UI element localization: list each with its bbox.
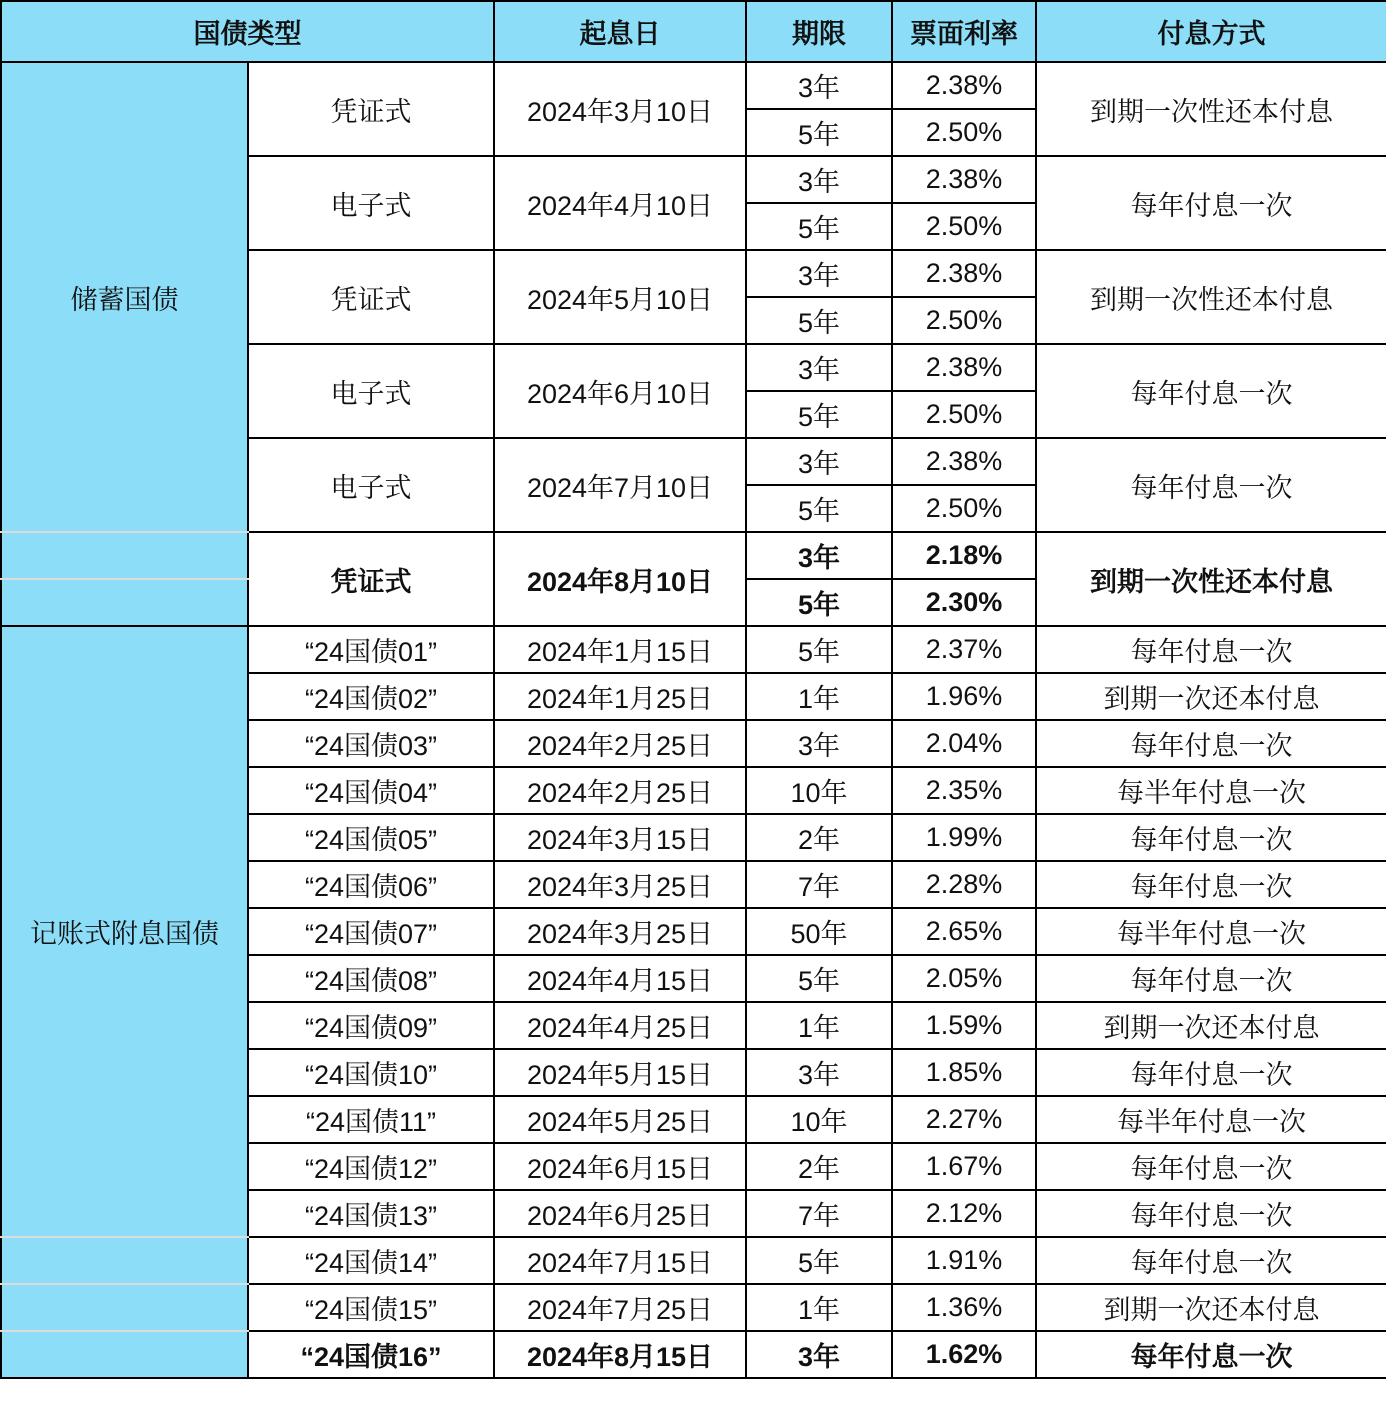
term: 3年 (746, 62, 892, 109)
category-cell (1, 1331, 248, 1378)
category-cell (1, 579, 248, 626)
term: 3年 (746, 1049, 892, 1096)
category-savings-bonds: 储蓄国债 (1, 62, 248, 532)
payment-method: 到期一次性还本付息 (1036, 532, 1386, 626)
coupon-rate: 2.50% (892, 485, 1036, 532)
coupon-rate: 1.67% (892, 1143, 1036, 1190)
bond-name: “24国债12” (248, 1143, 494, 1190)
payment-method: 每年付息一次 (1036, 861, 1386, 908)
bond-name: “24国债14” (248, 1237, 494, 1284)
payment-method: 每年付息一次 (1036, 720, 1386, 767)
term: 10年 (746, 767, 892, 814)
header-payment-method: 付息方式 (1036, 1, 1386, 62)
term: 5年 (746, 955, 892, 1002)
coupon-rate: 2.37% (892, 626, 1036, 673)
bond-name: “24国债06” (248, 861, 494, 908)
category-cell (1, 1237, 248, 1284)
bond-name: “24国债05” (248, 814, 494, 861)
start-date: 2024年6月25日 (494, 1190, 746, 1237)
term: 50年 (746, 908, 892, 955)
payment-method: 每年付息一次 (1036, 1190, 1386, 1237)
coupon-rate: 2.27% (892, 1096, 1036, 1143)
table-row (1, 1237, 1386, 1284)
bond-name: “24国债08” (248, 955, 494, 1002)
coupon-rate: 1.59% (892, 1002, 1036, 1049)
coupon-rate: 2.50% (892, 391, 1036, 438)
bond-name: “24国债16” (248, 1331, 494, 1378)
term: 1年 (746, 673, 892, 720)
coupon-rate: 2.38% (892, 62, 1036, 109)
coupon-rate: 2.38% (892, 344, 1036, 391)
bond-form: 电子式 (248, 344, 494, 438)
term: 3年 (746, 156, 892, 203)
coupon-rate: 2.38% (892, 250, 1036, 297)
coupon-rate: 2.35% (892, 767, 1036, 814)
start-date: 2024年5月25日 (494, 1096, 746, 1143)
payment-method: 每年付息一次 (1036, 1237, 1386, 1284)
coupon-rate: 2.12% (892, 1190, 1036, 1237)
term: 7年 (746, 861, 892, 908)
bond-name: “24国债11” (248, 1096, 494, 1143)
header-bond-type: 国债类型 (1, 1, 494, 62)
term: 3年 (746, 344, 892, 391)
header-term: 期限 (746, 1, 892, 62)
bond-form: 电子式 (248, 438, 494, 532)
payment-method: 每年付息一次 (1036, 955, 1386, 1002)
term: 2年 (746, 1143, 892, 1190)
start-date: 2024年4月10日 (494, 156, 746, 250)
bond-name: “24国债07” (248, 908, 494, 955)
coupon-rate: 1.91% (892, 1237, 1036, 1284)
bond-form: 凭证式 (248, 250, 494, 344)
payment-method: 每年付息一次 (1036, 156, 1386, 250)
bond-name: “24国债01” (248, 626, 494, 673)
term: 1年 (746, 1002, 892, 1049)
payment-method: 到期一次还本付息 (1036, 1002, 1386, 1049)
coupon-rate: 2.50% (892, 203, 1036, 250)
start-date: 2024年4月25日 (494, 1002, 746, 1049)
start-date: 2024年1月15日 (494, 626, 746, 673)
start-date: 2024年6月15日 (494, 1143, 746, 1190)
coupon-rate: 2.04% (892, 720, 1036, 767)
table-row (1, 1331, 1386, 1378)
bond-form: 凭证式 (248, 532, 494, 626)
payment-method: 每年付息一次 (1036, 814, 1386, 861)
header-row (1, 1, 1386, 62)
term: 3年 (746, 438, 892, 485)
coupon-rate: 2.05% (892, 955, 1036, 1002)
bond-name: “24国债13” (248, 1190, 494, 1237)
payment-method: 每年付息一次 (1036, 1049, 1386, 1096)
term: 3年 (746, 532, 892, 579)
start-date: 2024年8月10日 (494, 532, 746, 626)
payment-method: 每年付息一次 (1036, 1331, 1386, 1378)
payment-method: 到期一次性还本付息 (1036, 62, 1386, 156)
start-date: 2024年3月15日 (494, 814, 746, 861)
table-row (1, 532, 1386, 579)
coupon-rate: 1.36% (892, 1284, 1036, 1331)
coupon-rate: 2.50% (892, 297, 1036, 344)
start-date: 2024年3月10日 (494, 62, 746, 156)
bond-name: “24国债04” (248, 767, 494, 814)
table-row (1, 62, 1386, 109)
start-date: 2024年3月25日 (494, 908, 746, 955)
coupon-rate: 2.28% (892, 861, 1036, 908)
bond-name: “24国债03” (248, 720, 494, 767)
term: 7年 (746, 1190, 892, 1237)
term: 5年 (746, 203, 892, 250)
start-date: 2024年8月15日 (494, 1331, 746, 1378)
payment-method: 到期一次还本付息 (1036, 1284, 1386, 1331)
category-cell (1, 532, 248, 579)
payment-method: 每年付息一次 (1036, 1143, 1386, 1190)
bond-name: “24国债09” (248, 1002, 494, 1049)
start-date: 2024年5月10日 (494, 250, 746, 344)
coupon-rate: 2.65% (892, 908, 1036, 955)
table-row (1, 626, 1386, 673)
start-date: 2024年3月25日 (494, 861, 746, 908)
category-cell (1, 1284, 248, 1331)
payment-method: 每年付息一次 (1036, 344, 1386, 438)
term: 10年 (746, 1096, 892, 1143)
term: 5年 (746, 109, 892, 156)
coupon-rate: 1.96% (892, 673, 1036, 720)
term: 5年 (746, 391, 892, 438)
start-date: 2024年1月25日 (494, 673, 746, 720)
term: 2年 (746, 814, 892, 861)
table-row (1, 1284, 1386, 1331)
start-date: 2024年7月25日 (494, 1284, 746, 1331)
bond-form: 电子式 (248, 156, 494, 250)
start-date: 2024年7月15日 (494, 1237, 746, 1284)
coupon-rate: 2.18% (892, 532, 1036, 579)
coupon-rate: 1.62% (892, 1331, 1036, 1378)
start-date: 2024年2月25日 (494, 767, 746, 814)
start-date: 2024年2月25日 (494, 720, 746, 767)
start-date: 2024年5月15日 (494, 1049, 746, 1096)
payment-method: 每半年付息一次 (1036, 1096, 1386, 1143)
start-date: 2024年7月10日 (494, 438, 746, 532)
coupon-rate: 1.99% (892, 814, 1036, 861)
bond-name: “24国债10” (248, 1049, 494, 1096)
bond-name: “24国债15” (248, 1284, 494, 1331)
bond-name: “24国债02” (248, 673, 494, 720)
term: 3年 (746, 250, 892, 297)
start-date: 2024年4月15日 (494, 955, 746, 1002)
coupon-rate: 2.50% (892, 109, 1036, 156)
term: 5年 (746, 1237, 892, 1284)
term: 5年 (746, 626, 892, 673)
payment-method: 到期一次还本付息 (1036, 673, 1386, 720)
start-date: 2024年6月10日 (494, 344, 746, 438)
term: 1年 (746, 1284, 892, 1331)
category-book-entry-bonds: 记账式附息国债 (1, 626, 248, 1237)
payment-method: 到期一次性还本付息 (1036, 250, 1386, 344)
term: 5年 (746, 485, 892, 532)
bond-form: 凭证式 (248, 62, 494, 156)
coupon-rate: 2.30% (892, 579, 1036, 626)
term: 5年 (746, 297, 892, 344)
header-start-date: 起息日 (494, 1, 746, 62)
term: 3年 (746, 720, 892, 767)
coupon-rate: 1.85% (892, 1049, 1036, 1096)
payment-method: 每年付息一次 (1036, 626, 1386, 673)
coupon-rate: 2.38% (892, 156, 1036, 203)
term: 5年 (746, 579, 892, 626)
term: 3年 (746, 1331, 892, 1378)
payment-method: 每半年付息一次 (1036, 767, 1386, 814)
payment-method: 每半年付息一次 (1036, 908, 1386, 955)
header-coupon-rate: 票面利率 (892, 1, 1036, 62)
payment-method: 每年付息一次 (1036, 438, 1386, 532)
coupon-rate: 2.38% (892, 438, 1036, 485)
